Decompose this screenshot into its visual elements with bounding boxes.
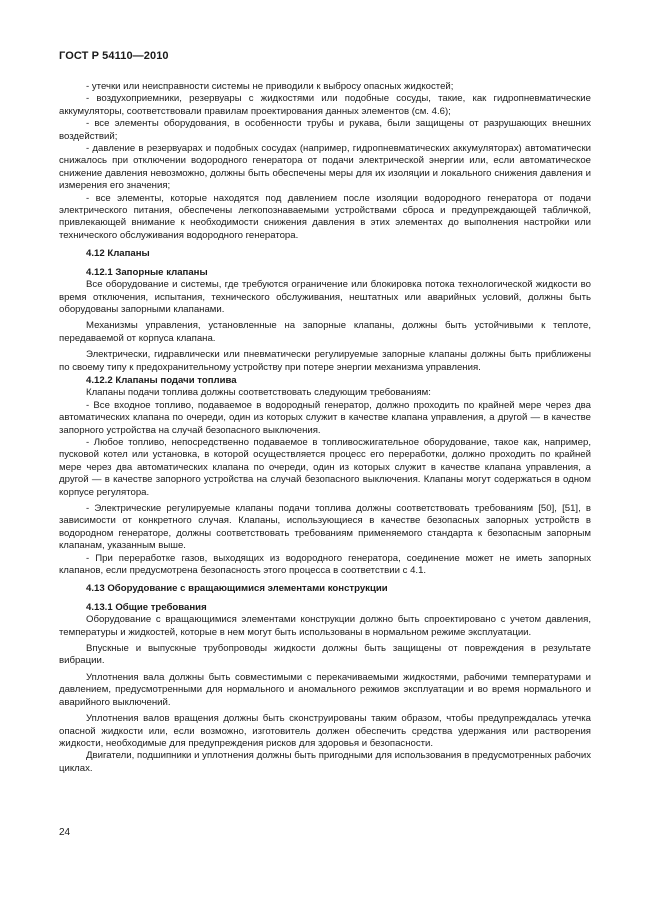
paragraph: Уплотнения валов вращения должны быть сконструированы таким образом, чтобы предупреждалась утечка опасной жидкости или, если возможно, изготовитель должен обеспечить средства удержания или растворения жидкости, необходимые для предупреждения рисков для здоровья и безопасности. bbox=[59, 713, 591, 749]
paragraph: - воздухоприемники, резервуары с жидкостями или подобные сосуды, такие, как гидропневматические аккумуляторы, соответствовали правилам проектирования данных элементов (см. 4.6); bbox=[59, 93, 591, 117]
section-heading: 4.13 Оборудование с вращающимися элементами конструкции bbox=[86, 583, 388, 595]
subsection-heading: 4.12.1 Запорные клапаны bbox=[86, 266, 208, 278]
subsection-heading: 4.12.2 Клапаны подачи топлива bbox=[86, 374, 237, 386]
section-heading: 4.12 Клапаны bbox=[86, 248, 150, 260]
document-header: ГОСТ Р 54110—2010 bbox=[59, 50, 169, 62]
paragraph: Электрически, гидравлически или пневматически регулируемые запорные клапаны должны быть приближены по своему типу к предохранительному устройству при потере энергии механизма управления. bbox=[59, 349, 591, 373]
paragraph: Впускные и выпускные трубопроводы жидкости должны быть защищены от повреждения в результате вибрации. bbox=[59, 643, 591, 667]
paragraph: - Электрические регулируемые клапаны подачи топлива должны соответствовать требованиям [50], [51], в зависимости от конкретного случая. Клапаны, использующиеся в качестве безопасных запорных устройств в водородном генераторе, должны соответствовать требованиям применяемого стандарта к безопасным запорным клапанам, указанным выше. bbox=[59, 503, 591, 552]
paragraph: - все элементы, которые находятся под давлением после изоляции водородного генератора от подачи электрического питания, обеспечены легкопознаваемыми устройствами сброса и предупреждающей табличкой, привлекающей внимание к необходимости снижения давления в этих элементах до выполнения настройки или технического обслуживания водородного генератора. bbox=[59, 192, 591, 241]
paragraph: Клапаны подачи топлива должны соответствовать следующим требованиям: bbox=[86, 387, 431, 399]
paragraph: - Все входное топливо, подаваемое в водородный генератор, должно проходить по крайней мере через два автоматических клапана по очереди, один из которых служит в качестве клапана управления, а другой — в качестве запорного устройства на случай безопасного выключения. bbox=[59, 399, 591, 436]
paragraph: - утечки или неисправности системы не приводили к выбросу опасных жидкостей; bbox=[86, 81, 454, 92]
paragraph: - все элементы оборудования, в особенности трубы и рукава, были защищены от разрушающих внешних воздействий; bbox=[59, 118, 591, 142]
paragraph: Механизмы управления, установленные на запорные клапаны, должны быть устойчивыми к теплоте, передаваемой от корпуса клапана. bbox=[59, 320, 591, 344]
paragraph: Все оборудование и системы, где требуются ограничение или блокировка потока технологической жидкости во время отключения, испытания, технического обслуживания, нештатных или аварийных условий, должны быть оборудованы запорными клапанами. bbox=[59, 279, 591, 315]
paragraph: - давление в резервуарах и подобных сосудах (например, гидропневматических аккумуляторах) автоматически снижалось при отключении водородного генератора от подачи электрической энергии или, если автоматическое снижение давления невозможно, должны быть обеспечены меры для их изоляции и локального снижения давления и измерения его значения; bbox=[59, 143, 591, 192]
page-body bbox=[59, 81, 591, 775]
subsection-heading: 4.13.1 Общие требования bbox=[86, 601, 207, 613]
paragraph: Двигатели, подшипники и уплотнения должны быть пригодными для использования в предусмотренных рабочих циклах. bbox=[59, 750, 591, 774]
page-number: 24 bbox=[59, 827, 71, 838]
paragraph: - При переработке газов, выходящих из водородного генератора, соединение может не иметь запорных клапанов, если предусмотрена безопасность этого процесса в соответствии с 4.1. bbox=[59, 552, 591, 577]
paragraph: Оборудование с вращающимися элементами конструкции должно быть спроектировано с учетом давления, температуры и жидкостей, которые в нем могут быть использованы в нормальном режиме эксплуатации. bbox=[59, 614, 591, 638]
paragraph: - Любое топливо, непосредственно подаваемое в топливосжигательное оборудование, такое как, например, пусковой котел или установка, в которой осуществляется процесс его переработки, должно проходить по крайней мере через два автоматических клапана по очереди, один из которых служит в качестве клапана управления, а другой — в качестве запорного устройства на случай безопасного выключения. Клапаны могут содержаться в одном корпусе регулятора. bbox=[59, 436, 591, 498]
paragraph: Уплотнения вала должны быть совместимыми с перекачиваемыми жидкостями, рабочими температурами и давлением, предусмотренными для нормального и аномального режимов эксплуатации и во время нормального и аварийного выключений. bbox=[59, 671, 591, 708]
